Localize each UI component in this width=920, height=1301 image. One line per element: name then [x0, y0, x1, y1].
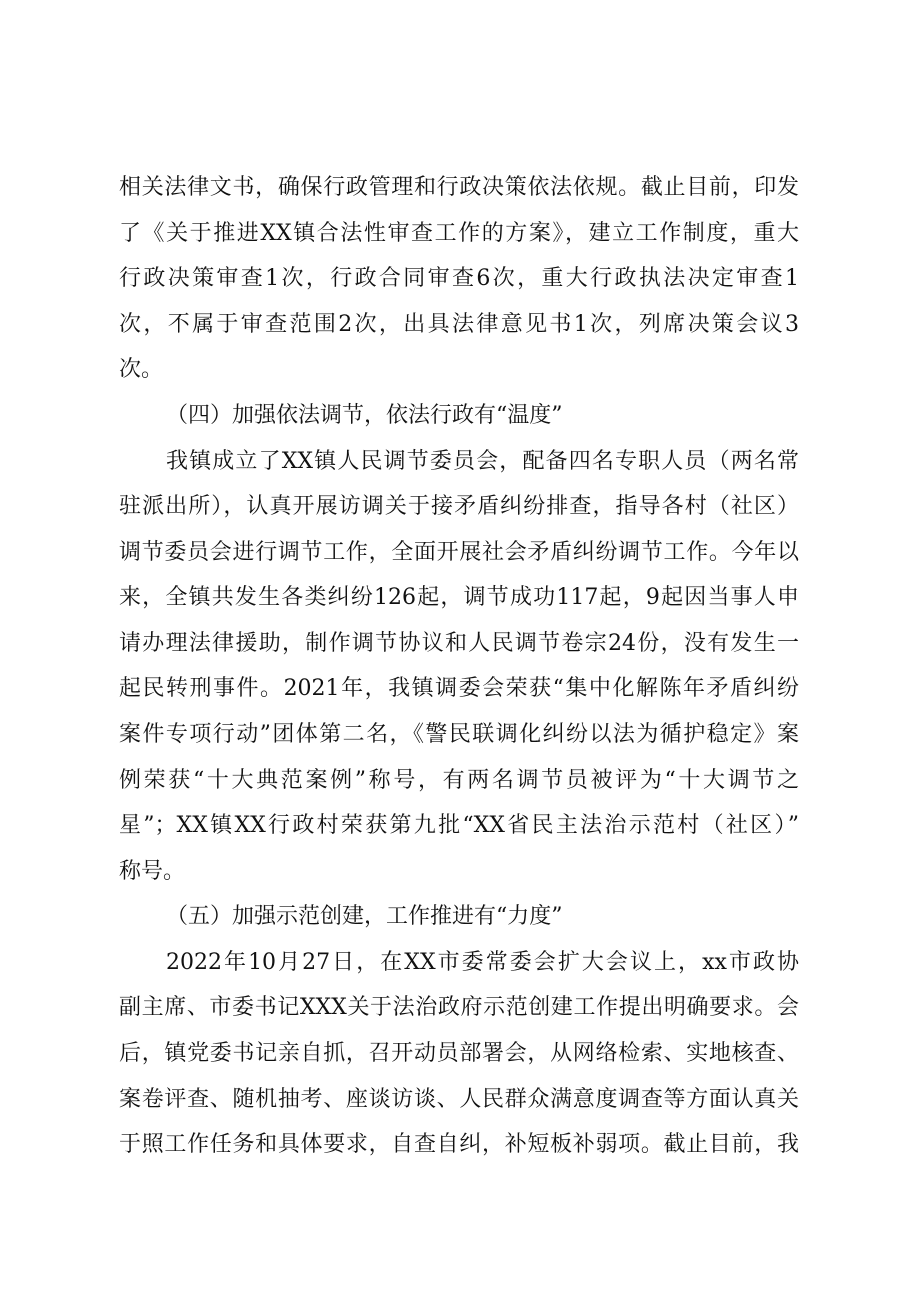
paragraph-line: 相关法律文书，确保行政管理和行政决策依法依规。截止目前，印发	[119, 175, 799, 200]
paragraph-line: 起民转刑事件。2021年，我镇调委会荣获“集中化解陈年矛盾纠纷	[119, 676, 799, 701]
paragraph-line: 星”；XX镇XX行政村荣获第九批“XX省民主法治示范村（社区）”	[119, 813, 799, 838]
paragraph-line: 行政决策审查1次，行政合同审查6次，重大行政执法决定审查1	[119, 266, 799, 291]
paragraph-line: 案件专项行动”团体第二名，《警民联调化纠纷以法为循护稳定》案	[119, 722, 799, 747]
paragraph-line: 我镇成立了XX镇人民调节委员会，配备四名专职人员（两名常	[166, 449, 799, 474]
paragraph-line: 于照工作任务和具体要求，自查自纠，补短板补弱项。截止目前，我	[119, 1132, 799, 1157]
paragraph-line: 例荣获“十大典范案例”称号，有两名调节员被评为“十大调节之	[119, 768, 799, 793]
section-heading-4: （四）加强依法调节，依法行政有“温度”	[166, 403, 563, 428]
paragraph-line: 调节委员会进行调节工作，全面开展社会矛盾纠纷调节工作。今年以	[119, 540, 799, 565]
paragraph-line: 次，不属于审查范围2次，出具法律意见书1次，列席决策会议3	[119, 312, 799, 337]
paragraph-line: 案卷评查、随机抽考、座谈访谈、人民群众满意度调查等方面认真关	[119, 1087, 799, 1112]
paragraph-line: 后，镇党委书记亲自抓，召开动员部署会，从网络检索、实地核查、	[119, 1041, 799, 1066]
section-heading-5: （五）加强示范创建，工作推进有“力度”	[166, 904, 563, 929]
paragraph-line: 称号。	[119, 859, 186, 884]
paragraph-line: 请办理法律援助，制作调节协议和人民调节卷宗24份，没有发生一	[119, 631, 799, 656]
paragraph-line: 来，全镇共发生各类纠纷126起，调节成功117起，9起因当事人申	[119, 585, 799, 610]
paragraph-line: 了《关于推进XX镇合法性审查工作的方案》，建立工作制度，重大	[119, 221, 799, 246]
paragraph-line: 驻派出所），认真开展访调关于接矛盾纠纷排查，指导各村（社区）	[119, 494, 799, 519]
paragraph-line: 副主席、市委书记XXX关于法治政府示范创建工作提出明确要求。会	[119, 995, 799, 1020]
paragraph-line: 2022年10月27日，在XX市委常委会扩大会议上，xx市政协	[166, 950, 799, 975]
paragraph-line: 次。	[119, 357, 164, 382]
